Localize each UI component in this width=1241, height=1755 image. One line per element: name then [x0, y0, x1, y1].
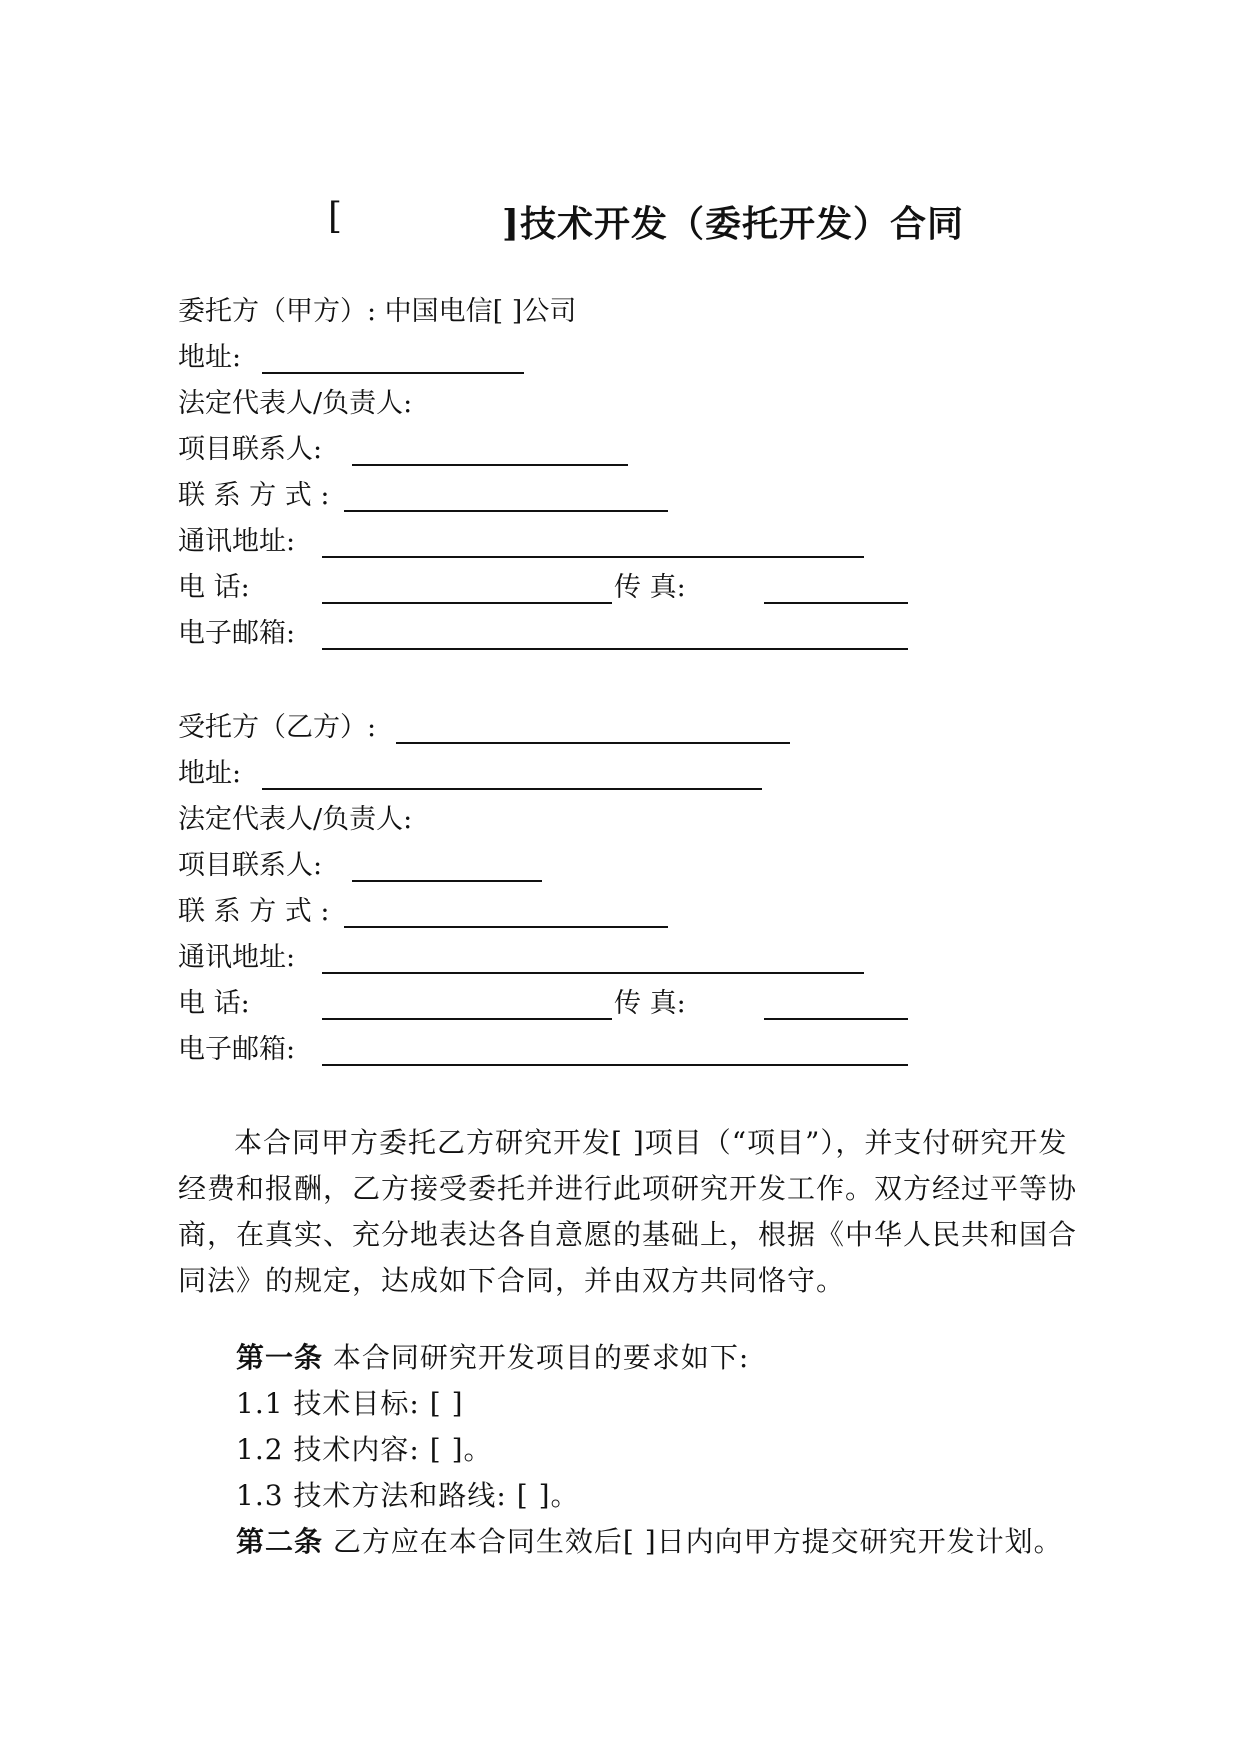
article-2-text: 乙方应在本合同生效后[ ]日内向甲方提交研究开发计划。	[332, 1525, 1063, 1558]
party-a-contact-person-field[interactable]	[352, 464, 628, 466]
party-a-contact-method-label: 联 系 方 式 :	[178, 480, 330, 511]
party-a-mail-address-field[interactable]	[322, 556, 864, 558]
party-b-address-row	[178, 754, 1078, 794]
party-a-mail-address-label: 通讯地址:	[178, 526, 296, 557]
party-b-email-field[interactable]	[322, 1064, 908, 1066]
party-a-address-label: 地址:	[178, 342, 242, 373]
party-b-fax-label: 传 真:	[614, 988, 686, 1019]
article-1-item: 1.3 技术方法和路线: [ ]。	[236, 1479, 580, 1512]
title-bracket: [	[328, 196, 343, 237]
party-b-email-label: 电子邮箱:	[178, 1034, 296, 1065]
party-b-name-row	[178, 708, 1078, 748]
article-1	[236, 1338, 749, 1378]
article-1-text: 本合同研究开发项目的要求如下:	[332, 1341, 750, 1374]
party-b-phone-field[interactable]	[322, 1018, 612, 1020]
party-b-address-label: 地址:	[178, 758, 242, 789]
party-b-legal-rep: 法定代表人/负责人:	[178, 804, 413, 835]
party-a-address-row	[178, 338, 1078, 378]
party-b-contact-method-row	[178, 892, 1078, 932]
party-a-contact-person-label: 项目联系人:	[178, 434, 323, 465]
party-a-email-row	[178, 614, 1078, 654]
party-b-address-field[interactable]	[262, 788, 762, 790]
article-2	[236, 1522, 1063, 1562]
party-a-phone-label: 电 话:	[178, 572, 250, 603]
party-a-phone-field[interactable]	[322, 602, 612, 604]
title-text: ]技术开发（委托开发）合同	[502, 203, 965, 245]
party-a-contact-method-row	[178, 476, 1078, 516]
party-a-address-field[interactable]	[262, 372, 524, 374]
party-a-fax-label: 传 真:	[614, 572, 686, 603]
article-1-heading: 第一条	[236, 1341, 324, 1374]
article-1-item: 1.2 技术内容: [ ]。	[236, 1433, 493, 1466]
party-a-email-label: 电子邮箱:	[178, 618, 296, 649]
party-a-name: 委托方（甲方）: 中国电信[ ]公司	[178, 296, 577, 327]
party-b-phone-row	[178, 984, 1078, 1024]
party-a-fax-field[interactable]	[764, 602, 908, 604]
page-title	[0, 196, 1241, 246]
party-b-email-row	[178, 1030, 1078, 1070]
party-a-mail-address-row	[178, 522, 1078, 562]
party-b-contact-person-field[interactable]	[352, 880, 542, 882]
party-b-mail-address-field[interactable]	[322, 972, 864, 974]
party-b-mail-address-row	[178, 938, 1078, 978]
party-b-fax-field[interactable]	[764, 1018, 908, 1020]
party-a-contact-person-row	[178, 430, 1078, 470]
party-a-phone-row	[178, 568, 1078, 608]
article-1-item: 1.1 技术目标: [ ]	[236, 1387, 464, 1420]
preamble-paragraph: 本合同甲方委托乙方研究开发[ ]项目（“项目”），并支付研究开发经费和报酬，乙方接受委托并进行此项研究开发工作。双方经过平等协商，在真实、充分地表达各自意愿的基础上，根据《中华人民共和国合同法》的规定，达成如下合同，并由双方共同恪守。	[178, 1126, 1078, 1297]
party-b-name-label: 受托方（乙方）:	[178, 712, 377, 743]
party-b-phone-label: 电 话:	[178, 988, 250, 1019]
party-a-email-field[interactable]	[322, 648, 908, 650]
party-b-mail-address-label: 通讯地址:	[178, 942, 296, 973]
party-a-legal-rep: 法定代表人/负责人:	[178, 388, 413, 419]
party-a-contact-method-field[interactable]	[344, 510, 668, 512]
article-2-heading: 第二条	[236, 1525, 324, 1558]
party-b-contact-person-row	[178, 846, 1078, 886]
party-b-contact-person-label: 项目联系人:	[178, 850, 323, 881]
party-b-contact-method-field[interactable]	[344, 926, 668, 928]
party-b-contact-method-label: 联 系 方 式 :	[178, 896, 330, 927]
party-b-name-field[interactable]	[396, 742, 790, 744]
